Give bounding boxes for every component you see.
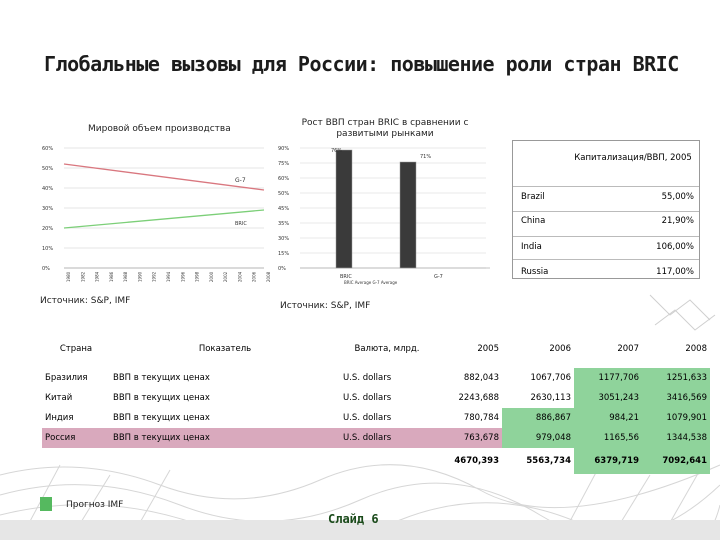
left-y-tick: 10% [42, 246, 54, 252]
mid-chart [276, 140, 490, 292]
left-x-tick: 1980 [66, 271, 71, 282]
cap-row [513, 186, 699, 209]
cell-2006: 886,867 [502, 408, 574, 428]
left-x-tick: 1994 [166, 271, 171, 282]
header-indicator: Показатель [198, 344, 252, 354]
cell-country: Бразилия [45, 373, 88, 383]
g7-label: G-7 [235, 177, 246, 184]
left-y-tick: 40% [42, 186, 54, 192]
page-title: Глобальные вызовы для России: повышение роли стран BRIC [44, 52, 679, 76]
cell-2005: 2243,688 [458, 393, 499, 403]
cell-2008: 1079,901 [642, 408, 710, 428]
cell-2006: 979,048 [502, 428, 574, 448]
cell-currency: U.S. dollars [343, 413, 392, 423]
left-x-tick: 2004 [237, 271, 243, 282]
mid-y-tick: 30% [278, 236, 290, 242]
cap-value: 106,00% [656, 242, 694, 252]
cell-currency: U.S. dollars [343, 373, 392, 383]
cap-row [513, 259, 699, 279]
left-x-tick: 1990 [137, 271, 143, 282]
header-currency: Валюта, млрд. [354, 344, 420, 354]
header-2008: 2008 [685, 344, 707, 354]
bric-label: BRIC [235, 221, 247, 227]
cell-2005: 780,784 [463, 413, 499, 423]
cell-2005: 882,043 [463, 373, 499, 383]
cell-2007: 3051,243 [574, 388, 642, 408]
mid-chart-caption: Рост ВВП стран BRIC в сравнении с развитыми рынками [301, 118, 469, 139]
g7-bar-label: 71% [420, 154, 432, 160]
mid-y-tick: 90% [278, 146, 290, 152]
left-x-tick: 1998 [194, 271, 200, 282]
cap-table-box [512, 140, 700, 279]
table-totals-row [42, 448, 710, 474]
header-2007: 2007 [617, 344, 639, 354]
mid-y-tick: 0% [278, 266, 286, 272]
cap-value: 117,00% [656, 267, 694, 277]
left-y-tick: 0% [42, 266, 50, 272]
cell-country: Китай [45, 393, 73, 403]
mid-y-tick: 15% [278, 251, 290, 257]
forecast-legend-label: Прогноз IMF [66, 500, 124, 510]
cell-2006: 1067,706 [530, 373, 571, 383]
cap-value: 55,00% [661, 192, 694, 202]
cell-currency: U.S. dollars [343, 393, 392, 403]
left-x-tick: 2008 [266, 271, 271, 282]
slide-number: Слайд 6 [328, 512, 379, 526]
mid-chart-source: Источник: S&P, IMF [280, 301, 371, 311]
cap-country: Russia [521, 267, 549, 277]
cell-2008: 1344,538 [642, 428, 710, 448]
mid-y-tick: 50% [278, 191, 290, 197]
bric-bar [336, 150, 352, 268]
left-chart-source: Источник: S&P, IMF [40, 296, 131, 306]
cap-country: India [521, 242, 542, 252]
left-x-tick: 1992 [151, 271, 157, 282]
total-2006: 5563,734 [526, 456, 571, 466]
mid-bottom-label-2: G-7 [434, 274, 443, 280]
left-chart-caption: Мировой объем производства [88, 124, 231, 134]
table-row-russia [42, 428, 710, 448]
left-x-tick: 1986 [108, 271, 114, 282]
cell-2007: 1177,706 [574, 368, 642, 388]
cell-2005: 763,678 [434, 428, 502, 448]
left-y-tick: 30% [42, 206, 54, 212]
total-2007: 6379,719 [574, 448, 642, 474]
left-x-tick: 2006 [251, 271, 257, 282]
cell-indicator: ВВП в текущих ценах [110, 428, 340, 448]
cap-row [513, 236, 699, 259]
header-2005: 2005 [477, 344, 499, 354]
mid-bottom-label-1: BRIC [340, 274, 352, 280]
cell-2007: 984,21 [574, 408, 642, 428]
left-x-tick: 1996 [180, 271, 186, 282]
left-x-tick: 2000 [208, 271, 214, 282]
mid-legend: BRIC Average G-7 Average [344, 280, 398, 285]
left-x-tick: 1988 [123, 271, 129, 282]
cell-2007: 1165,56 [574, 428, 642, 448]
cap-value: 21,90% [661, 216, 694, 226]
cell-2006: 2630,113 [530, 393, 571, 403]
cell-2008: 3416,569 [642, 388, 710, 408]
cap-country: Brazil [521, 192, 545, 202]
left-x-tick: 2002 [223, 271, 229, 282]
table-row [42, 388, 710, 408]
table-row [42, 408, 710, 428]
left-y-tick: 50% [42, 166, 54, 172]
left-x-tick: 1982 [80, 271, 86, 282]
cell-currency: U.S. dollars [340, 428, 434, 448]
cell-country: Россия [42, 428, 110, 448]
table-header-row [42, 330, 710, 368]
cell-2008: 1251,633 [642, 368, 710, 388]
mid-y-tick: 60% [278, 176, 290, 182]
header-2006: 2006 [549, 344, 571, 354]
left-chart [40, 140, 270, 290]
mid-y-tick: 75% [278, 161, 290, 167]
cell-country: Индия [45, 413, 74, 423]
mid-y-tick: 45% [278, 206, 290, 212]
left-x-tick: 1984 [94, 271, 100, 282]
gdp-table [42, 330, 710, 474]
table-row [42, 368, 710, 388]
left-y-tick: 60% [42, 146, 54, 152]
total-2008: 7092,641 [642, 448, 710, 474]
bric-bar-label: 76% [331, 148, 343, 154]
cap-country: China [521, 216, 546, 226]
g7-bar [400, 162, 416, 268]
cap-table-header: Капитализация/ВВП, 2005 [574, 153, 692, 163]
cap-row [513, 211, 699, 234]
cell-indicator: ВВП в текущих ценах [113, 413, 210, 423]
header-country: Страна [59, 344, 93, 354]
total-2005: 4670,393 [454, 456, 499, 466]
mid-y-tick: 35% [278, 221, 290, 227]
cell-indicator: ВВП в текущих ценах [113, 373, 210, 383]
left-y-tick: 20% [42, 226, 54, 232]
cell-indicator: ВВП в текущих ценах [113, 393, 210, 403]
forecast-legend-swatch [40, 497, 52, 511]
